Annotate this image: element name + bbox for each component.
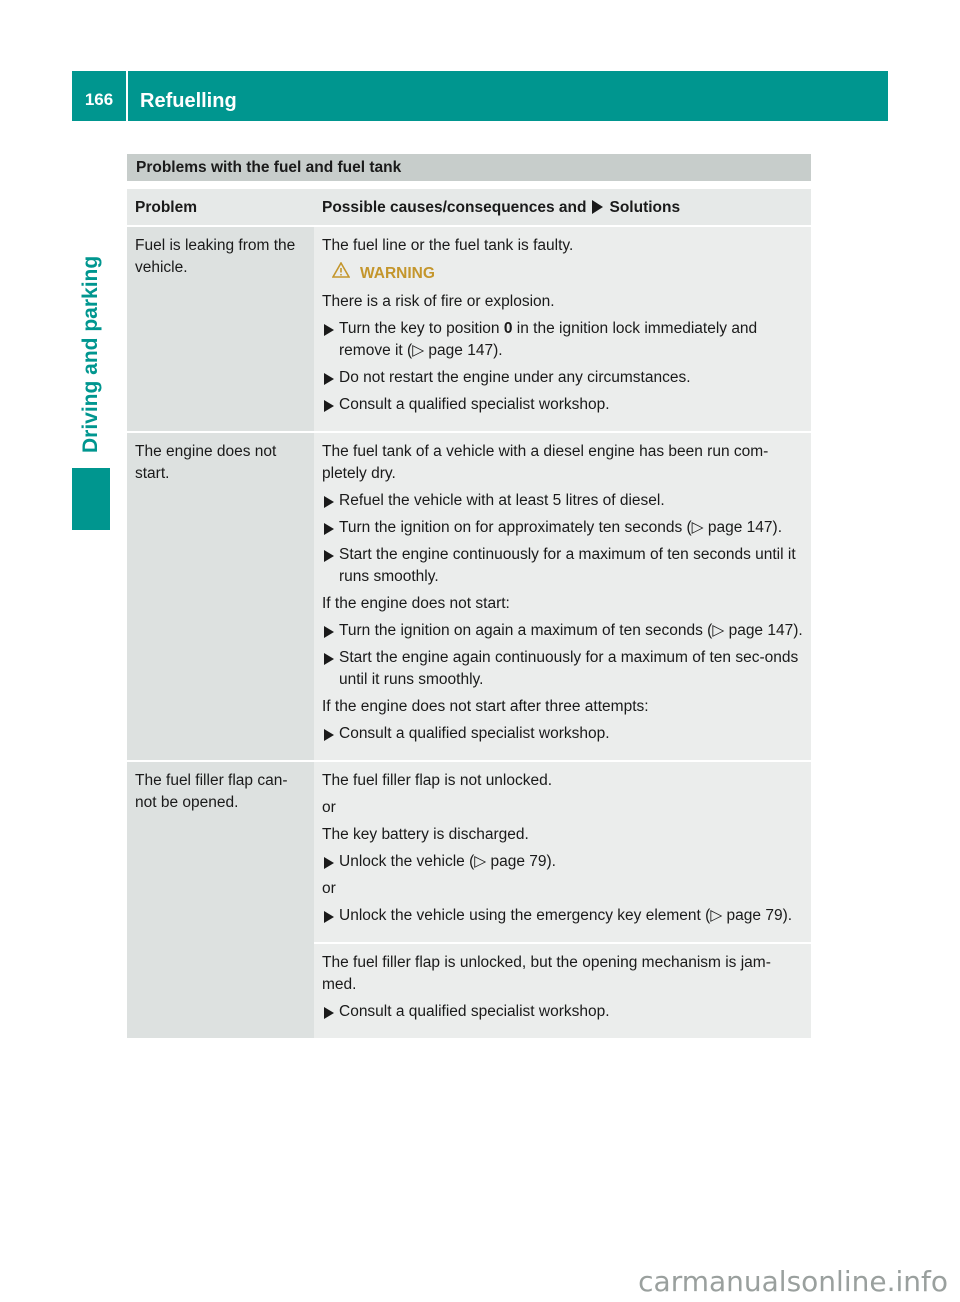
step-text-post: in the ignition lock immediately and remove it (▷ page 147). [339,320,758,359]
cause-text: The fuel tank of a vehicle with a diesel engine has been run com-pletely dry. [322,443,769,482]
problem-cell: The engine does not start. [127,432,314,761]
arrow-icon [592,200,603,214]
instruction-step [322,318,803,362]
column-header-problem: Problem [127,189,314,226]
instruction-step: Turn the ignition on again a maximum of ten seconds (▷ page 147). [322,620,803,642]
cause-text: The fuel line or the fuel tank is faulty. [322,237,574,254]
instruction-step: Turn the ignition on for approximately ten seconds (▷ page 147). [322,517,803,539]
condition-text: If the engine does not start: [322,595,510,612]
header-divider [126,71,128,121]
table-row [127,226,811,432]
chapter-label: Driving and parking [79,255,102,453]
solution-cell [314,432,811,761]
warning-heading [322,262,803,285]
or-text: or [322,799,336,816]
cause-text: The key battery is discharged. [322,826,529,843]
instruction-step: Do not restart the engine under any circumstances. [322,367,803,389]
cause-text: The fuel filler flap is unlocked, but the opening mechanism is jam-med. [322,954,771,993]
chapter-side-tab [72,128,110,530]
or-text: or [322,880,336,897]
instruction-step: Start the engine again continuously for a maximum of ten sec-onds until it runs smoothly. [322,647,803,691]
table-row [127,432,811,761]
solution-cell [314,761,811,943]
instruction-step: Consult a qualified specialist workshop. [322,1001,803,1023]
solutions-header-prefix: Possible causes/consequences and [322,199,587,216]
warning-triangle-icon [332,262,350,285]
table-title: Problems with the fuel and fuel tank [127,154,811,181]
problem-cell: Fuel is leaking from the vehicle. [127,226,314,432]
problem-cell: The fuel filler flap can-not be opened. [127,761,314,1039]
section-title: Refuelling [140,90,237,112]
cause-text: The fuel filler flap is not unlocked. [322,772,553,789]
page-number: 166 [84,90,114,109]
solution-cell [314,226,811,432]
table-row [127,761,811,943]
column-header-solutions [314,189,811,226]
instruction-step: Unlock the vehicle using the emergency key element (▷ page 79). [322,905,803,927]
solutions-header-suffix: Solutions [609,199,681,216]
chapter-tab-marker [72,468,110,530]
warning-text: There is a risk of fire or explosion. [322,293,555,310]
instruction-step: Consult a qualified specialist workshop. [322,394,803,416]
instruction-step: Unlock the vehicle (▷ page 79). [322,851,803,873]
step-text-pre: Turn the key to position [339,320,500,337]
watermark: carmanualsonline.info [638,1265,948,1298]
key-position: 0 [503,320,513,337]
instruction-step: Refuel the vehicle with at least 5 litres of diesel. [322,490,803,512]
instruction-step: Consult a qualified specialist workshop. [322,723,803,745]
page-header [72,71,888,121]
condition-text: If the engine does not start after three attempts: [322,698,649,715]
instruction-step: Start the engine continuously for a maximum of ten seconds until it runs smoothly. [322,544,803,588]
warning-label: WARNING [360,265,435,282]
table-header-row [127,189,811,226]
solution-cell [314,943,811,1039]
fuel-problems-table [127,189,811,1040]
